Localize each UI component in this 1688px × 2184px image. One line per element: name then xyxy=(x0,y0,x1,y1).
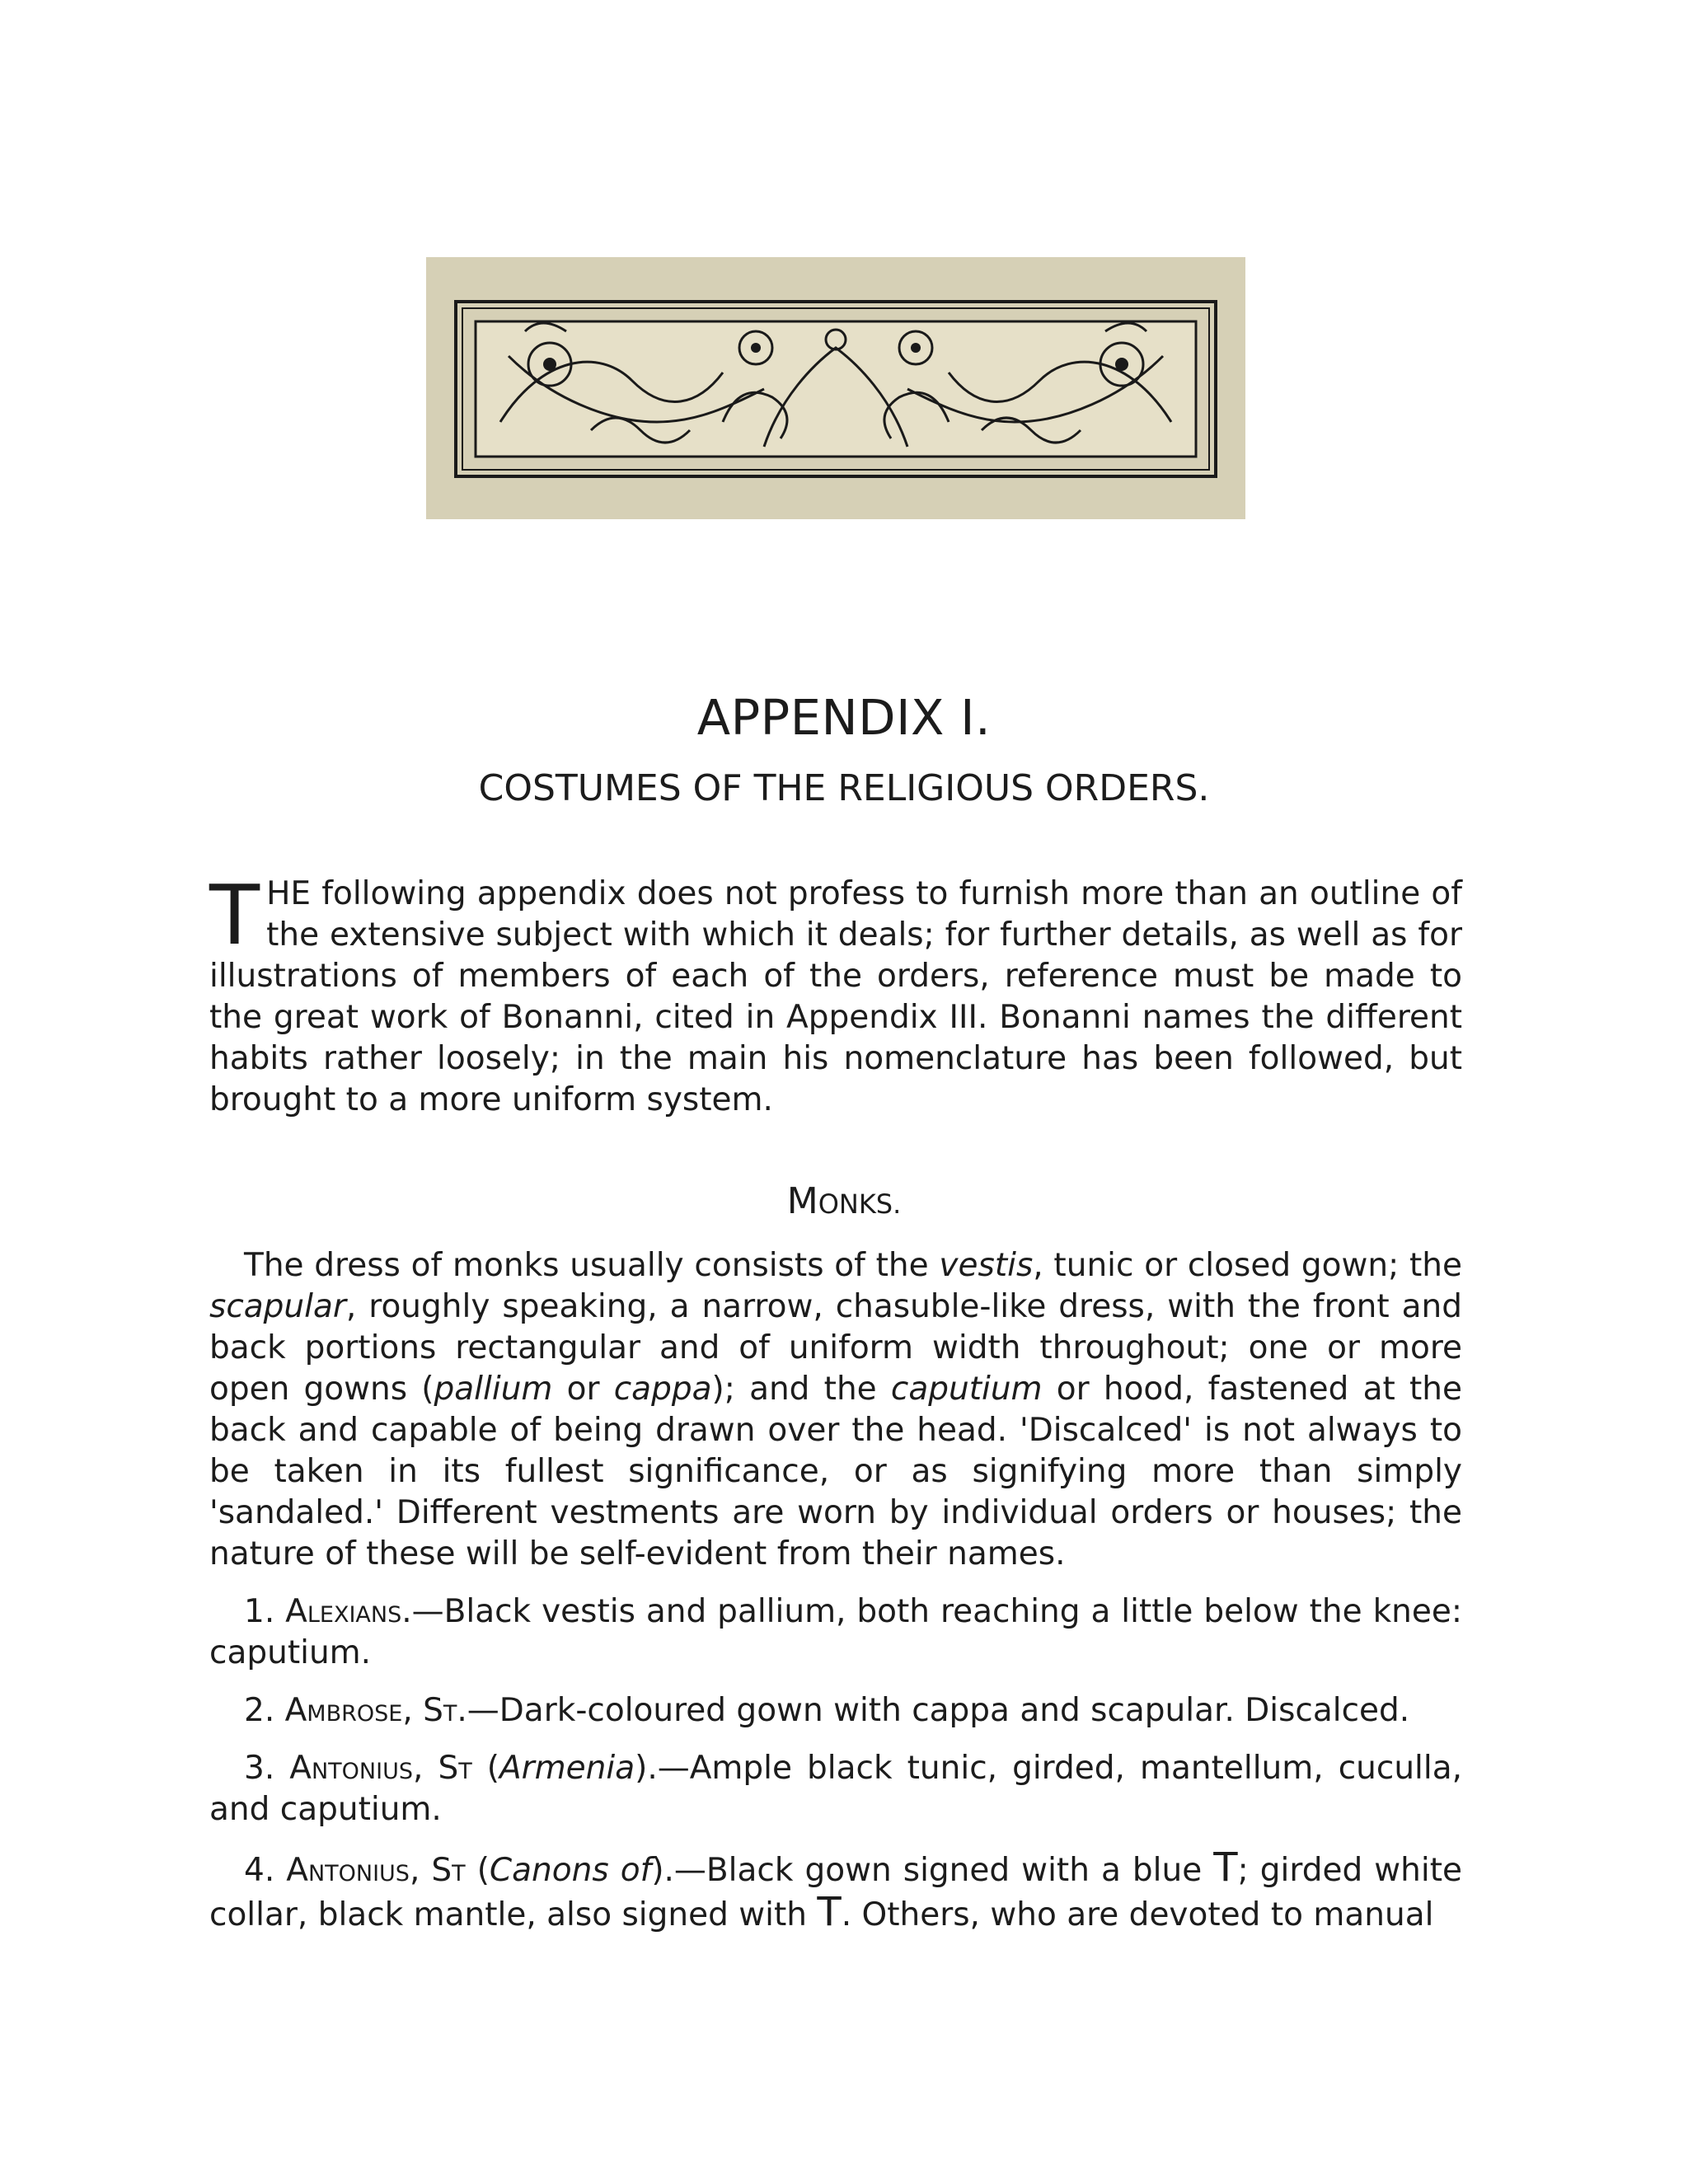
entry-antonius-armenia: 3. Antonius, St (Armenia).—Ample black tunic, girded, mantellum, cuculla, and caputium. xyxy=(209,1750,1463,1828)
ornamental-banner xyxy=(426,257,1245,519)
entry-alexians: 1. Alexians.—Black vestis and pallium, both reaching a little below the knee: caputium. xyxy=(209,1593,1463,1671)
monks-section-body xyxy=(209,1245,1462,1952)
appendix-title: APPENDIX I. xyxy=(696,689,992,746)
entry-ambrose: 2. Ambrose, St.—Dark-coloured gown with cappa and scapular. Discalced. xyxy=(244,1692,1410,1729)
entry-antonius-canons: 4. Antonius, St (Canons of).—Black gown signed with a blue T; girded white collar, black mantle, also signed with T. Others, who are devoted to manual xyxy=(209,1844,1463,1935)
drop-cap: T xyxy=(209,867,260,963)
tau-cross-glyph: T xyxy=(817,1889,842,1935)
appendix-subtitle: COSTUMES OF THE RELIGIOUS ORDERS. xyxy=(478,767,1210,809)
section-heading-monks: MONKS. xyxy=(786,1180,902,1222)
monks-description: The dress of monks usually consists of the vestis, tunic or closed gown; the scapular, roughly speaking, a narrow, chasuble-like dress, with the front and back portions rectangular and of uniform width throughout; one or more open gowns (pallium or cappa); and the caputium or hood, fastened at the back and capable of being drawn over the head. 'Discalced' is not always to be taken in its fullest significance, or as signifying more than simply 'sandaled.' Different vestments are worn by individual orders or houses; the nature of these will be self-evident from their names. xyxy=(209,1247,1462,1572)
intro-paragraph xyxy=(209,867,1462,1137)
intro-text: HE following appendix does not profess to furnish more than an outline of the extensive subject with which it deals; for further details, as well as for illustrations of members of each of the orders, reference must be made to the great work of Bonanni, cited in Appendix III. Bonanni names the different habits rather loosely; in the main his nomenclature has been followed, but brought to a more uniform system. xyxy=(209,875,1462,1118)
tau-cross-glyph: T xyxy=(1213,1844,1238,1891)
grotesque-ornament-banner xyxy=(426,257,1245,519)
